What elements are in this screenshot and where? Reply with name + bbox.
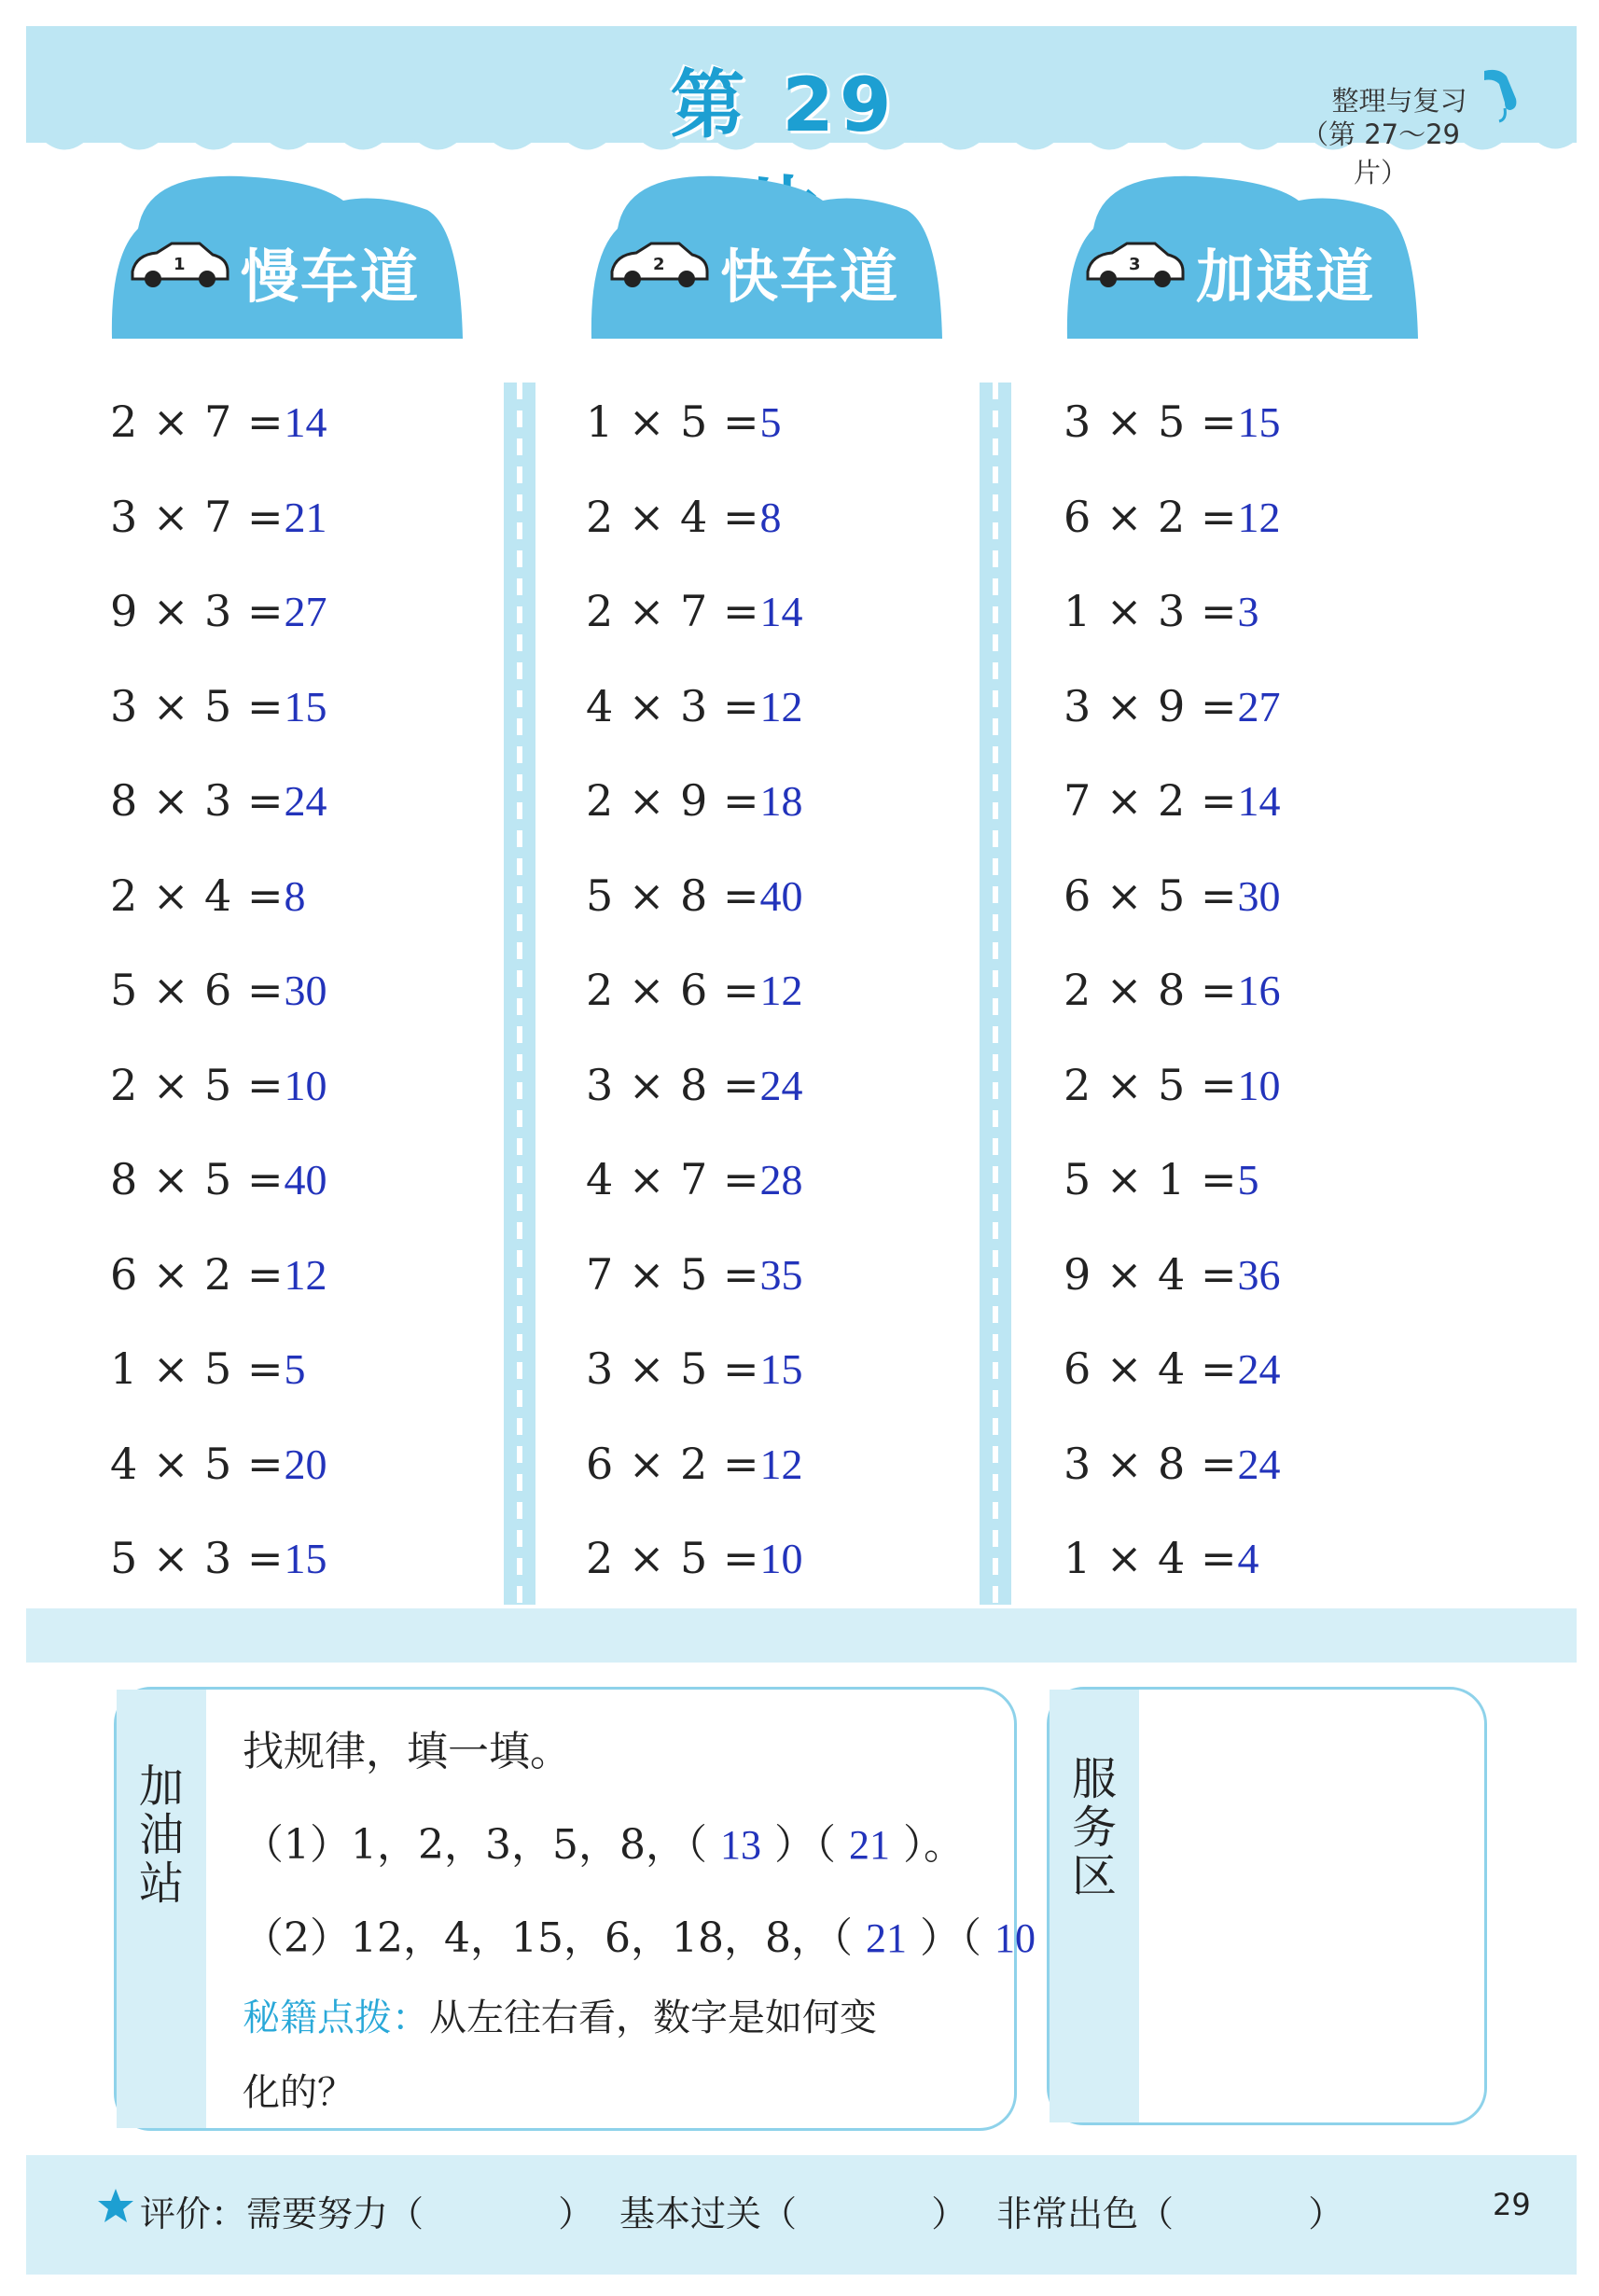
equation-question: 1 × 3 =	[1064, 586, 1238, 636]
equation-answer[interactable]: 12	[284, 1250, 327, 1299]
equation-row	[110, 866, 502, 961]
q1-answer-1[interactable]: 13	[719, 1822, 761, 1868]
equation-question: 3 × 8 =	[1064, 1438, 1238, 1489]
equation-row	[110, 1055, 502, 1150]
equation-answer[interactable]: 21	[284, 493, 327, 541]
equation-row	[1064, 1055, 1455, 1150]
equation-answer[interactable]: 36	[1237, 1250, 1281, 1299]
equation-row	[1064, 771, 1455, 866]
lane-divider	[980, 383, 1011, 1605]
equation-answer[interactable]: 30	[1237, 871, 1281, 920]
equation-row	[586, 1434, 978, 1529]
unit-name: 整理与复习	[1331, 85, 1467, 117]
equation-row	[586, 960, 978, 1055]
unit-range: （第 27～29 片）	[1300, 118, 1461, 188]
equation-row	[110, 676, 502, 772]
equation-answer[interactable]: 24	[1237, 1440, 1281, 1488]
equation-row	[586, 1245, 978, 1340]
equation-answer[interactable]: 40	[759, 871, 803, 920]
equation-answer[interactable]: 15	[1237, 398, 1281, 446]
service-area-label: 服务区	[1072, 1753, 1118, 1902]
equation-question: 3 × 5 =	[110, 680, 285, 731]
equation-question: 8 × 5 =	[110, 1154, 285, 1204]
equation-answer[interactable]: 14	[1237, 777, 1281, 825]
equation-question: 2 × 5 =	[110, 1059, 285, 1110]
equation-question: 2 × 5 =	[586, 1533, 760, 1583]
equation-question: 1 × 5 =	[110, 1343, 285, 1394]
equation-answer[interactable]: 14	[284, 398, 327, 446]
svg-text:1: 1	[174, 255, 186, 274]
q2-answer-1[interactable]: 21	[865, 1915, 907, 1961]
service-area-box	[1047, 1687, 1487, 2125]
equation-row	[586, 1055, 978, 1150]
equation-row	[586, 581, 978, 676]
equation-answer[interactable]: 24	[1237, 1345, 1281, 1393]
equation-answer[interactable]: 10	[284, 1061, 327, 1109]
equation-question: 3 × 8 =	[586, 1059, 760, 1110]
task-question-1	[243, 1811, 965, 1871]
equation-row	[586, 1339, 978, 1434]
task-tip	[243, 1988, 877, 2041]
lane-column-speed	[1064, 392, 1455, 1623]
equation-row	[586, 1149, 978, 1245]
equation-answer[interactable]: 5	[284, 1345, 306, 1393]
equation-row	[110, 1245, 502, 1340]
lane-label-speed: 加速道	[1196, 243, 1376, 311]
equation-question: 2 × 7 =	[110, 397, 285, 447]
equation-row	[1064, 960, 1455, 1055]
equation-answer[interactable]: 3	[1237, 588, 1259, 635]
equation-answer[interactable]: 24	[284, 777, 327, 825]
race-car-icon	[129, 236, 231, 292]
equation-question: 2 × 8 =	[1064, 965, 1238, 1015]
equation-row	[1064, 581, 1455, 676]
equation-answer[interactable]: 40	[284, 1156, 327, 1204]
equation-question: 2 × 7 =	[586, 586, 760, 636]
equation-answer[interactable]: 14	[759, 588, 803, 635]
eval-needs-effort-label: 评价：需要努力（	[140, 2193, 424, 2234]
equation-question: 6 × 2 =	[586, 1438, 760, 1489]
equation-row	[110, 581, 502, 676]
equation-question: 7 × 2 =	[1064, 775, 1238, 826]
equation-row	[110, 487, 502, 582]
equation-row	[586, 771, 978, 866]
equation-answer[interactable]: 35	[759, 1250, 803, 1299]
eval-needs-effort	[140, 2185, 593, 2236]
equation-row	[1064, 1339, 1455, 1434]
q2-prefix: （2）12，4，15，6，18，8，（	[243, 1914, 853, 1962]
equation-row	[1064, 487, 1455, 582]
tip-body-1: 从左往右看，数字是如何变	[429, 1997, 877, 2039]
svg-text:2: 2	[653, 255, 665, 274]
equation-answer[interactable]: 15	[759, 1345, 803, 1393]
svg-text:3: 3	[1129, 255, 1141, 274]
section-divider-band	[26, 1608, 1577, 1663]
equation-question: 3 × 7 =	[110, 491, 285, 542]
equation-question: 2 × 4 =	[586, 491, 760, 542]
equation-answer[interactable]: 15	[284, 682, 327, 731]
equation-question: 5 × 8 =	[586, 870, 760, 921]
equation-answer[interactable]: 15	[284, 1535, 327, 1582]
q2-answer-2[interactable]: 10	[994, 1915, 1036, 1961]
equation-question: 1 × 4 =	[1064, 1533, 1238, 1583]
race-car-icon	[1084, 236, 1187, 292]
q2-mid: ）（	[919, 1914, 981, 1962]
equation-row	[1064, 676, 1455, 772]
star-icon	[97, 2187, 134, 2224]
lane-badge-fast	[590, 173, 944, 341]
race-car-icon	[608, 236, 711, 292]
equation-question: 2 × 5 =	[1064, 1059, 1238, 1110]
equation-question: 6 × 5 =	[1064, 870, 1238, 921]
equation-question: 3 × 5 =	[586, 1343, 760, 1394]
page-number: 29	[1493, 2187, 1531, 2222]
equation-question: 2 × 6 =	[586, 965, 760, 1015]
page-title: 第 29	[670, 62, 897, 148]
task-instruction: 找规律，填一填。	[243, 1728, 571, 1775]
equation-row	[1064, 1149, 1455, 1245]
equation-question: 5 × 1 =	[1064, 1154, 1238, 1204]
equation-row	[110, 1149, 502, 1245]
equation-question: 2 × 4 =	[110, 870, 285, 921]
equation-row	[586, 487, 978, 582]
equation-answer[interactable]: 24	[759, 1061, 803, 1109]
equation-row	[110, 392, 502, 487]
eval-excellent	[996, 2185, 1343, 2236]
equation-row	[1064, 1434, 1455, 1529]
equation-answer[interactable]: 28	[759, 1156, 803, 1204]
equation-answer[interactable]: 5	[1237, 1156, 1259, 1204]
equation-question: 9 × 4 =	[1064, 1248, 1238, 1300]
equation-answer[interactable]: 16	[1237, 967, 1281, 1014]
equation-question: 3 × 5 =	[1064, 397, 1238, 447]
equation-question: 8 × 3 =	[110, 775, 285, 826]
equation-question: 9 × 3 =	[110, 586, 285, 636]
q1-mid: ）（	[773, 1821, 836, 1869]
tip-body-2: 化的？	[243, 2071, 355, 2114]
equation-question: 6 × 2 =	[110, 1248, 285, 1300]
lane-badge-slow	[110, 173, 465, 341]
eval-basic-pass-label: 基本过关（	[619, 2193, 798, 2234]
equation-question: 4 × 5 =	[110, 1438, 285, 1489]
q1-suffix: ）。	[902, 1821, 965, 1869]
fuel-nozzle-icon	[1479, 67, 1521, 123]
lane-column-slow	[110, 392, 502, 1623]
equation-question: 4 × 7 =	[586, 1154, 760, 1204]
equation-answer[interactable]: 18	[759, 777, 803, 825]
equation-row	[1064, 866, 1455, 961]
equation-row	[110, 1434, 502, 1529]
eval-excellent-label: 非常出色（	[996, 2193, 1175, 2234]
gas-station-box	[114, 1687, 1036, 2131]
equation-row	[1064, 1245, 1455, 1340]
q1-prefix: （1）1，2，3，5，8，（	[243, 1821, 707, 1869]
lane-divider	[504, 383, 535, 1605]
equation-answer[interactable]: 8	[759, 493, 782, 541]
task-question-2	[243, 1904, 1110, 1964]
equation-question: 1 × 5 =	[586, 397, 760, 447]
equation-row	[1064, 392, 1455, 487]
equation-answer[interactable]: 10	[1237, 1061, 1281, 1109]
equation-row	[586, 392, 978, 487]
eval-close: ）	[931, 2193, 967, 2234]
q1-answer-2[interactable]: 21	[848, 1822, 890, 1868]
gas-station-label: 加油站	[139, 1760, 185, 1910]
eval-basic-pass	[619, 2185, 966, 2236]
tip-heading: 秘籍点拨：	[243, 1997, 429, 2039]
equation-question: 6 × 2 =	[1064, 491, 1238, 542]
equation-question: 5 × 3 =	[110, 1533, 285, 1583]
eval-close: ）	[1308, 2193, 1344, 2234]
lane-column-fast	[586, 392, 978, 1623]
lane-badge-speed	[1065, 173, 1420, 341]
equation-answer[interactable]: 12	[1237, 493, 1281, 541]
equation-answer[interactable]: 20	[284, 1440, 327, 1488]
equation-question: 5 × 6 =	[110, 965, 285, 1015]
equation-row	[110, 1339, 502, 1434]
lane-label-fast: 快车道	[720, 243, 900, 311]
equation-answer[interactable]: 12	[759, 1440, 803, 1488]
equation-answer[interactable]: 5	[759, 398, 782, 446]
eval-close: ）	[558, 2193, 594, 2234]
equation-answer[interactable]: 12	[759, 682, 803, 731]
equation-answer[interactable]: 27	[1237, 682, 1281, 731]
lane-label-slow: 慢车道	[241, 243, 421, 311]
equation-row	[586, 866, 978, 961]
equation-answer[interactable]: 4	[1237, 1535, 1259, 1582]
equation-question: 4 × 3 =	[586, 680, 760, 731]
equation-question: 2 × 9 =	[586, 775, 760, 826]
equation-answer[interactable]: 10	[759, 1535, 803, 1582]
equation-answer[interactable]: 27	[284, 588, 327, 635]
equation-answer[interactable]: 12	[759, 967, 803, 1014]
equation-row	[110, 960, 502, 1055]
equation-question: 7 × 5 =	[586, 1248, 760, 1300]
equation-answer[interactable]: 8	[284, 871, 306, 920]
equation-question: 3 × 9 =	[1064, 680, 1238, 731]
equation-row	[586, 676, 978, 772]
equation-question: 6 × 4 =	[1064, 1343, 1238, 1394]
equation-answer[interactable]: 30	[284, 967, 327, 1014]
equation-row	[110, 771, 502, 866]
